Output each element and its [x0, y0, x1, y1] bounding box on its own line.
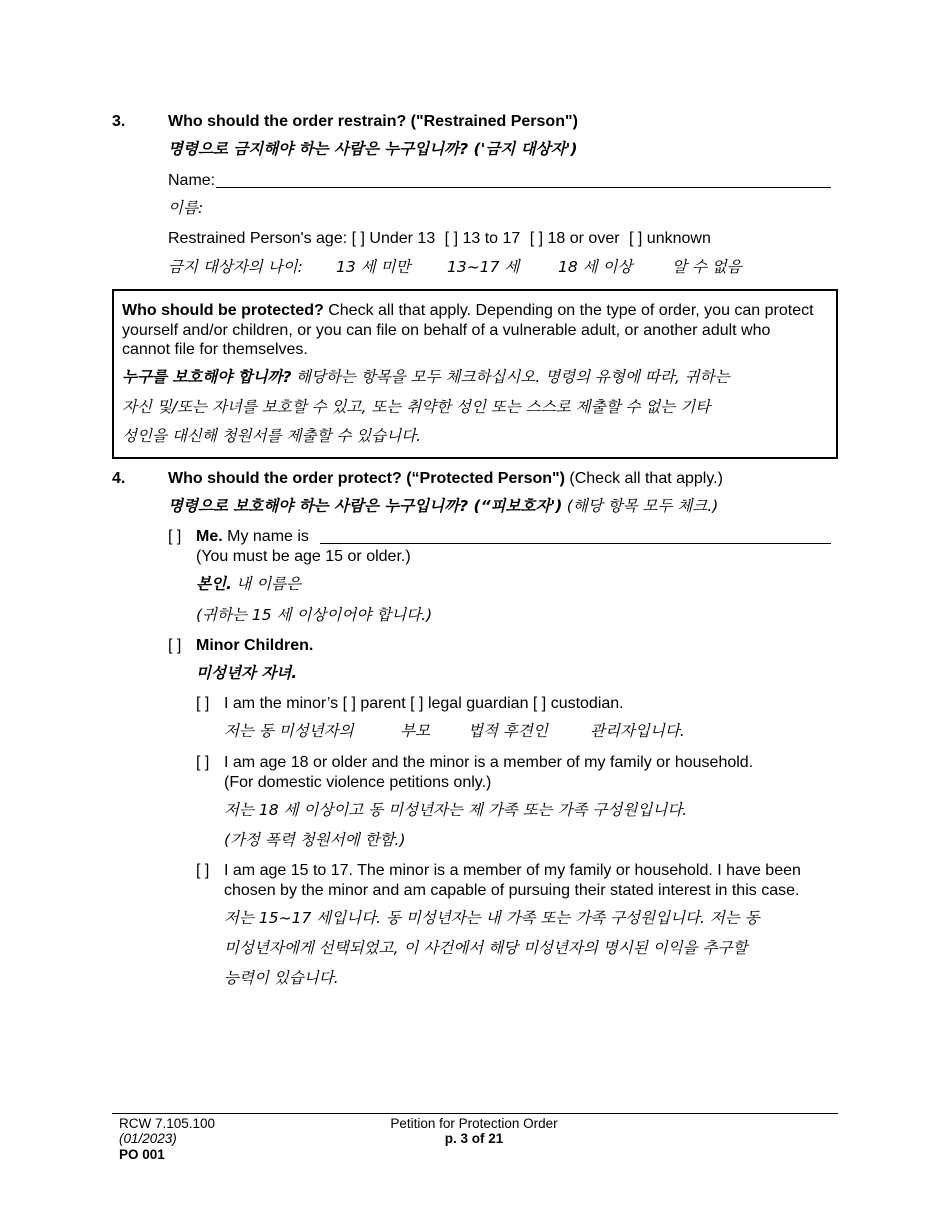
age-13-17-ko: 13~17 세: [447, 258, 520, 276]
q4-title-ko-row: [168, 494, 718, 516]
protected-info-box: [112, 289, 838, 459]
info-box-lead: Who should be protected?: [122, 302, 324, 319]
minor-opt3-checkbox[interactable]: [ ]: [196, 862, 210, 879]
me-name-field[interactable]: [320, 543, 831, 544]
q4-title: Who should the order protect? (“Protected Person"): [168, 470, 565, 487]
minor-opt3-ko-3: 능력이 있습니다.: [224, 969, 339, 987]
q3-title: Who should the order restrain? ("Restrained Person"): [168, 113, 578, 130]
info-box-body: Check all that apply. Depending on the type of order, you can protect yourself and/or children, or you can file on behalf of a vulnerable adult, or another adult who cannot file for themselves.: [122, 302, 814, 358]
age-under-13-checkbox[interactable]: [ ] Under 13: [351, 230, 436, 247]
restrained-name-label: Name:: [168, 172, 216, 189]
q4-title-suffix: (Check all that apply.): [569, 470, 723, 487]
minor-opt3-text-1: I am age 15 to 17. The minor is a member of my family or household. I have been: [224, 862, 801, 879]
minor-opt2-checkbox[interactable]: [ ]: [196, 754, 210, 771]
restrained-age-row: [168, 230, 711, 248]
footer-rule: [112, 1113, 838, 1114]
restrained-name-label-ko: 이름:: [168, 199, 204, 217]
minor-opt1-checkbox[interactable]: [ ]: [196, 695, 210, 712]
footer-date: (01/2023): [119, 1131, 177, 1146]
minor-opt2-ko-2: (가정 폭력 청원서에 한함.): [224, 831, 406, 849]
restrained-age-label: Restrained Person's age:: [168, 230, 348, 247]
me-age-note-ko: (귀하는 15 세 이상이어야 합니다.): [196, 606, 433, 624]
minor-opt1-text[interactable]: I am the minor’s [ ] parent [ ] legal guardian [ ] custodian.: [224, 695, 624, 712]
minor-opt1-ko: 저는 동 미성년자의: [224, 722, 354, 740]
me-age-note: (You must be age 15 or older.): [196, 548, 411, 565]
me-name-text: My name is: [227, 528, 309, 545]
footer-form-number: PO 001: [119, 1147, 165, 1162]
info-box-lead-ko: 누구를 보호해야 합니까?: [122, 368, 292, 386]
minor-opt2-text-1: I am age 18 or older and the minor is a member of my family or household.: [224, 754, 754, 771]
info-box-ko-line-3: 성인을 대신해 청원서를 제출할 수 있습니다.: [122, 427, 422, 445]
restrained-age-label-ko: 금지 대상자의 나이:: [168, 258, 303, 276]
minor-children-label: Minor Children.: [196, 637, 314, 654]
age-18-over-ko: 18 세 이상: [558, 258, 633, 276]
age-under-13-ko: 13 세 미만: [336, 258, 411, 276]
age-unknown-checkbox[interactable]: [ ] unknown: [629, 230, 711, 247]
restrained-name-field[interactable]: [216, 187, 831, 188]
minor-opt3-text-2: chosen by the minor and am capable of pursuing their stated interest in this case.: [224, 882, 800, 899]
q3-number: 3.: [112, 113, 126, 130]
minor-opt2-text-2: (For domestic violence petitions only.): [224, 774, 492, 791]
footer-doc-title: Petition for Protection Order: [390, 1116, 558, 1131]
minor-opt3-ko-2: 미성년자에게 선택되었고, 이 사건에서 해당 미성년자의 명시된 이익을 추구할: [224, 939, 748, 957]
footer-page-number: p. 3 of 21: [444, 1131, 504, 1146]
q4-title-ko: 명령으로 보호해야 하는 사람은 누구입니까? (“피보호자'): [168, 497, 563, 515]
info-box-en: [122, 301, 822, 360]
q4-title-ko-suffix: (해당 항목 모두 체크.): [566, 497, 719, 515]
me-label: Me.: [196, 528, 223, 545]
minor-opt3-ko-1: 저는 15~17 세입니다. 동 미성년자는 내 가족 또는 가족 구성원입니다. 저는 동: [224, 909, 760, 927]
minor-opt2-ko-1: 저는 18 세 이상이고 동 미성년자는 제 가족 또는 가족 구성원입니다.: [224, 801, 688, 819]
footer-statute: RCW 7.105.100: [119, 1116, 216, 1131]
minor-children-label-ko: 미성년자 자녀.: [196, 664, 298, 682]
minor-opt1-guardian-ko: 법적 후견인: [468, 722, 548, 740]
me-checkbox[interactable]: [ ]: [168, 528, 182, 545]
q4-title-row: [168, 470, 723, 488]
info-box-ko-line-1: 누구를 보호해야 합니까? 해당하는 항목을 모두 체크하십시오. 명령의 유형에 따라, 귀하는: [122, 368, 730, 386]
minor-opt1-parent-ko: 부모: [400, 722, 430, 740]
me-label-ko: 본인.: [196, 575, 232, 593]
me-name-text-ko: 내 이름은: [236, 575, 302, 593]
age-18-over-checkbox[interactable]: [ ] 18 or over: [529, 230, 620, 247]
me-row: [196, 528, 309, 546]
q4-number: 4.: [112, 470, 126, 487]
minor-opt1-custodian-ko: 관리자입니다.: [590, 722, 685, 740]
info-box-ko-line-2: 자신 및/또는 자녀를 보호할 수 있고, 또는 취약한 성인 또는 스스로 제출할 수 없는 기타: [122, 398, 711, 416]
age-13-17-checkbox[interactable]: [ ] 13 to 17: [444, 230, 521, 247]
age-unknown-ko: 알 수 없음: [672, 258, 742, 276]
q3-title-ko: 명령으로 금지해야 하는 사람은 누구입니까? ('금지 대상자'): [168, 140, 578, 158]
me-ko-row: [196, 572, 301, 594]
minor-children-checkbox[interactable]: [ ]: [168, 637, 182, 654]
